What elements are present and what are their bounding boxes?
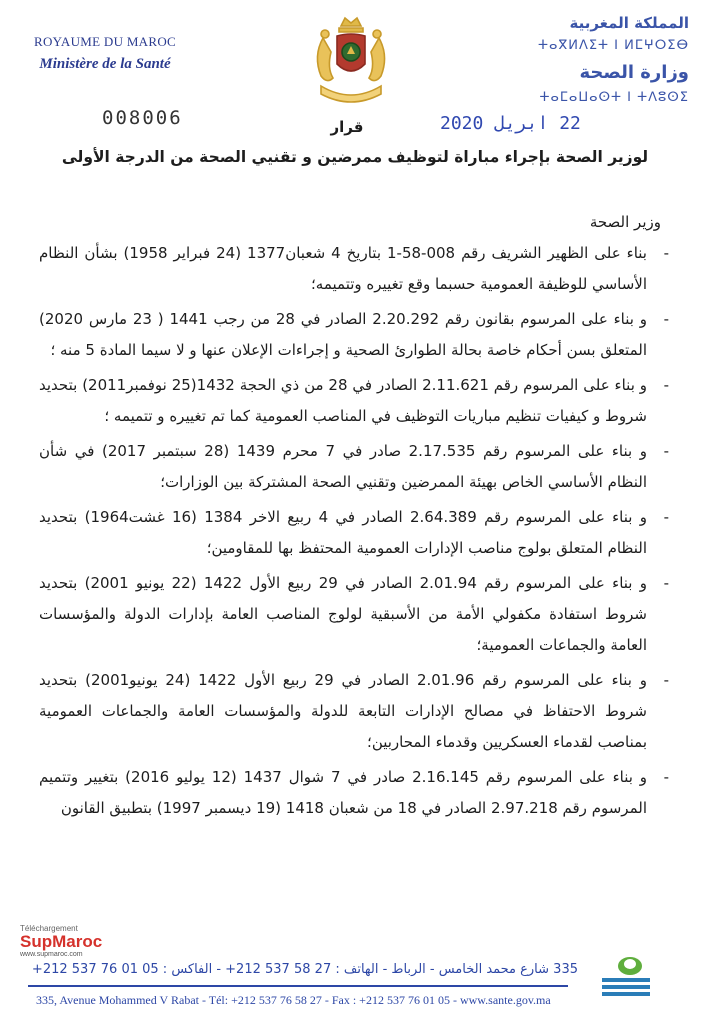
coat-of-arms-icon: [303, 12, 399, 112]
clause: [39, 436, 669, 498]
supmaroc-url: www.supmaroc.com: [20, 951, 83, 958]
clause-bullet: -: [663, 574, 669, 592]
reference-number: 008006: [102, 107, 183, 129]
clause-bullet: -: [663, 376, 669, 394]
tifinagh-kingdom-label: ⵜⴰⴳⵍⴷⵉⵜ ⵏ ⵍⵎⵖⵔⵉⴱ: [537, 38, 689, 53]
clause: [39, 502, 669, 564]
clause: [39, 304, 669, 366]
clause-bullet: -: [663, 310, 669, 328]
clause-text: بناء على الظهير الشريف رقم 008-58-1 بتاريخ 4 شعبان1377 (24 فبراير 1958) بشأن النظام الأساسي للوظيفة العمومية حسبما وقع تغييره وتتميمه؛: [39, 244, 647, 293]
clause: [39, 665, 669, 758]
clause-bullet: -: [663, 244, 669, 262]
clause-text: و بناء على المرسوم رقم 2.01.96 الصادر في 29 ربيع الأول 1422 (24 يونيو2001) بتحديد شروط الاحتفاظ في مصالح الإدارات التابعة للدولة والمؤسسات العامة والجماعات العمومية بمناصب لقدماء العسكريين وقدماء المحاربين؛: [39, 671, 647, 751]
clause: [39, 568, 669, 661]
fr-ministry-label: Ministère de la Santé: [39, 56, 171, 72]
tifinagh-ministry-label: ⵜⴰⵎⴰⵡⴰⵙⵜ ⵏ ⵜⴷⵓⵙⵉ: [539, 90, 689, 105]
clause-text: و بناء على المرسوم بقانون رقم 2.20.292 الصادر في 28 من رجب 1441 ( 23 مارس 2020) المتعلق بسن أحكام خاصة بحالة الطوارئ الصحية و إجراءات الإعلان عنها و لا سيما المادة 5 منه ؛: [39, 310, 647, 359]
clause-bullet: -: [663, 442, 669, 460]
clause: [39, 238, 669, 300]
clauses-list: [39, 238, 669, 828]
clause-text: و بناء على المرسوم رقم 2.17.535 صادر في 7 محرم 1439 (28 سبتمبر 2017) في شأن النظام الأساسي الخاص بهيئة الممرضين وتقنيي الصحة المشتركة بين الوزارات؛: [39, 442, 647, 491]
clause-bullet: -: [663, 508, 669, 526]
decision-heading: قرار: [330, 118, 364, 136]
supmaroc-brand: SupMaroc: [20, 932, 103, 951]
supmaroc-label: Téléchargement: [20, 924, 78, 933]
clause-text: و بناء على المرسوم رقم 2.64.389 الصادر في 4 ربيع الاخر 1384 (16 غشت1964) بتحديد النظام المتعلق بولوج مناصب الإدارات العمومية المحتفظ بها للمقاومين؛: [39, 508, 648, 557]
clause-text: و بناء على المرسوم رقم 2.16.145 صادر في 7 شوال 1437 (12 يوليو 2016) بتغيير وتتميم المرسوم رقم 2.97.218 الصادر في 18 من شعبان 1418 (19 ديسمبر 1997) بتطبيق القانون: [39, 768, 648, 817]
ar-ministry-label: وزارة الصحة: [579, 62, 689, 83]
clause-text: و بناء على المرسوم رقم 2.01.94 الصادر في 29 ربيع الأول 1422 (22 يونيو 2001) بتحديد شروط استفادة مكفولي الأمة من الأسبقية لولوج المناصب العامة بإدارات الدولة والمؤسسات العامة والجماعات العمومية؛: [39, 574, 648, 654]
clause-bullet: -: [663, 671, 669, 689]
footer-french-address: 335, Avenue Mohammed V Rabat - Tél: +212 537 76 58 27 - Fax : +212 537 76 01 05 - www.sante.gov.ma: [36, 993, 551, 1007]
minister-line: وزير الصحة: [589, 213, 661, 231]
ar-kingdom-label: المملكة المغربية: [569, 14, 689, 32]
ministry-logo-icon: [596, 950, 656, 1000]
date-stamp: 22 ابريل 2020: [440, 113, 581, 134]
footer-arabic-address: 335 شارع محمد الخامس - الرباط - الهاتف : 27 58 537 212+ - الفاكس : 05 01 76 537 212+: [31, 962, 578, 977]
supmaroc-logo[interactable]: [20, 924, 140, 958]
clause: [39, 370, 669, 432]
document-title: لوزير الصحة بإجراء مباراة لتوظيف ممرضين و تقنيي الصحة من الدرجة الأولى: [61, 148, 649, 166]
clause-text: و بناء على المرسوم رقم 2.11.621 الصادر في 28 من ذي الحجة 1432(25 نوفمبر2011) بتحديد شروط و كيفيات تنظيم مباريات التوظيف في المناصب العمومية كما تم تغييره و تتميمه ؛: [39, 376, 648, 425]
clause: [39, 762, 669, 824]
fr-kingdom-label: ROYAUME DU MAROC: [33, 34, 177, 49]
clause-bullet: -: [663, 768, 669, 786]
footer-divider: [28, 985, 568, 987]
